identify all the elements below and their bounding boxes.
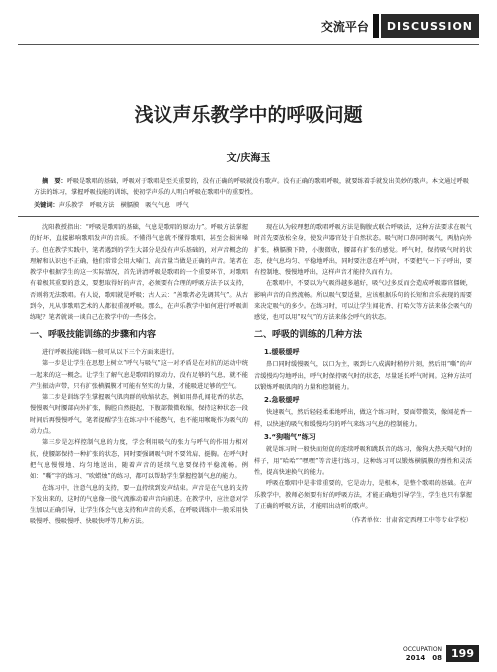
journal-issue: 2014 08 <box>405 653 443 662</box>
journal-name: OCCUPATION <box>403 645 443 653</box>
column-label: 交流平台 <box>320 19 369 34</box>
right-paragraph: 鼻口同时缓慢吸气，以口为主，吸到七八成满时稍停片刻，然后用“嘶”的声音缓慢均匀地呼出，呼气时保持吸气时的状态，尽量延长呼气时间。这种方法可以锻炼呼吸肌肉的力量和控制能力。 <box>254 361 472 391</box>
abstract-text: 呼吸是歌唱的基础，呼吸对于歌唱是至关重要的，没有正确的呼吸就没有歌声。没有正确的歌唱呼吸，就要练着手就发出美妙的歌声。本文通过呼吸方法的练习，掌握呼吸技能的训练，使初学声乐的人明白呼吸在歌唱中的重要性。 <box>34 178 469 196</box>
left-column <box>30 222 248 528</box>
author-affiliation: （作者单位：甘肃省定西理工中等专业学校） <box>348 517 472 525</box>
article-author: 文/庆海玉 <box>226 153 271 164</box>
keywords <box>34 200 470 211</box>
keywords-label: 关键词： <box>34 202 59 209</box>
left-heading: 一、呼吸技能训练的步骤和内容 <box>30 329 157 340</box>
page-footer <box>403 645 479 662</box>
keywords-text: 声乐教学 呼吸方法 横膈膜 吸气气息 呼气 <box>58 202 189 209</box>
header-divider-bar <box>373 14 379 38</box>
right-heading: 1.缓吸缓呼 <box>264 347 300 356</box>
left-paragraph: 第三步是怎样控制气息的力度，学会利用吸气的张力与呼气的作用力相对抗，使腰部保持一种扩张的状态，同时要强调吸气时不要耸肩、挺胸。在呼气时把气息慢慢地、均匀地送出，随着声音的延续气息要保持平稳流畅。例如：“嘶”字的练习、“吹蜡烛”的练习，都可以帮助学生掌握控制气息的能力。 <box>30 439 248 481</box>
right-heading: 2.急吸缓呼 <box>264 396 300 405</box>
journal-info <box>403 646 442 662</box>
section-word: DISCUSSION <box>381 14 479 38</box>
abstract <box>34 176 470 198</box>
abstract-rule <box>18 216 479 217</box>
article-title: 浅议声乐教学中的呼吸问题 <box>134 104 363 126</box>
left-paragraph: 第二步是训练学生掌握吸气肌肉群的收缩状态，例如用鼻孔闻花香的状态，慢慢吸气时腰部向外扩张，胸腔自然挺起，下腹部微微收缩，保持这种状态一段时间后再慢慢呼气，笔者提醒学生在练习中不能憋气，也不能用喉咙作为吸气的动力点。 <box>30 394 248 436</box>
right-paragraph: 就是练习时一般快而短促的连续呼吸和跳跃音的练习，像狗大热天喘气时的样子，用“哈哈”“嘿嘿”等音进行练习，这种练习可以锻炼横膈膜的弹性和灵活性，提高快速换气的能力。 <box>254 446 472 476</box>
right-heading: 3.“狗喘气”练习 <box>264 433 316 442</box>
header-rule <box>18 44 479 45</box>
left-paragraph: 第一步是让学生在思想上树立“呼气与吸气”这一对矛盾是在对抗的运动中统一起来的这一概念。让学生了解气息是歌唱的原动力，没有足够的气息，就不能产生振动声带，只有扩张横膈膜才可能有坚实的力量，才能吸进足够的空气。 <box>30 360 248 390</box>
page-number: 199 <box>446 645 479 662</box>
right-paragraph: 在歌唱中，不要以为气吸得越多越好，吸气过多反而会造成呼吸器官僵硬，影响声音的自然流畅。所以吸气要适量，应该根据乐句的长短和音乐表现的需要来决定吸气的多少。在练习时，可以让学生闻花香、打哈欠等方法来体会吸气的感觉，也可以用“叹气”的方法来体会呼气的状态。 <box>254 280 472 322</box>
right-paragraph: 快速吸气，然后轻轻柔柔地呼出，做这个练习时，要面带微笑，像闻花香一样，以快速的吸气和缓慢均匀的呼气来练习气息的控制能力。 <box>254 409 472 428</box>
right-column <box>254 222 472 526</box>
left-paragraph: 进行呼吸技能训练一般可从以下三个方面来进行。 <box>42 348 179 356</box>
left-paragraph: 在练习中，注意气息的支持，要一直持续到发声结束。声音是在气息的支持下发出来的，这时的气息像一股气流推动着声音向前进。在教学中，应注意对学生加以正确引导，让学生体会气息支持和声音的关系，在呼吸训练中一般采用快吸慢呼、慢吸慢呼、快吸快呼等几种方法。 <box>30 484 248 526</box>
abstract-label: 摘 要： <box>42 178 67 185</box>
right-heading: 二、呼吸的训练的几种方法 <box>254 329 363 340</box>
section-header <box>321 14 479 38</box>
right-paragraph: 现在认为较理想的歌唱呼吸方法是胸腹式联合呼吸法，这种方法要求在吸气时首先要放松全身，使发声器官处于自然状态。吸气时口鼻同时吸气，两肋向外扩张，横膈膜下降，小腹微收，腰部有扩张的感觉。呼气时，保持吸气时的状态，使气息均匀、平稳地呼出，同时要注意在呼气时，不要把气一下子呼出，要有控制地、慢慢地呼出，这样声音才能持久而有力。 <box>254 224 472 277</box>
left-paragraph: 沈阳教授指出：“呼吸是歌唱的基础，气息是歌唱的原动力”。呼吸方法掌握的好坏，直接影响歌唱发声的音质。不懂得气息就不懂得歌唱，甚至会损害嗓子。但在教学实践中，笔者遇到的学生大部分是没有声乐基础的，对声音概念的理解和认识也不正确，他们常常会用大嗓门、高音量当做是正确的声音。笔者在教学中根据学生的这一实际情况，首先讲清呼吸是歌唱的一个重要环节，对歌唱有着极其重要的意义，要想取得好的声音，必须要有合理的呼吸方法予以支持，否则将无法歌唱。有人说，歌唱就是呼吸；古人云：“善歌者必先调其气”。从古到今，凡从事歌唱艺术的人都很重视呼吸。那么，在声乐教学中如何进行呼吸训练呢？笔者就谈一谈自己在教学中的一些体会。 <box>30 224 248 322</box>
right-paragraph: 呼吸在歌唱中是非常重要的，它是动力，是根本，是整个歌唱的基础。在声乐教学中，教师必须要有好的呼吸方法，才能正确地引导学生，学生也只有掌握了正确的呼吸方法，才能唱出动听的歌声。 <box>254 480 472 510</box>
